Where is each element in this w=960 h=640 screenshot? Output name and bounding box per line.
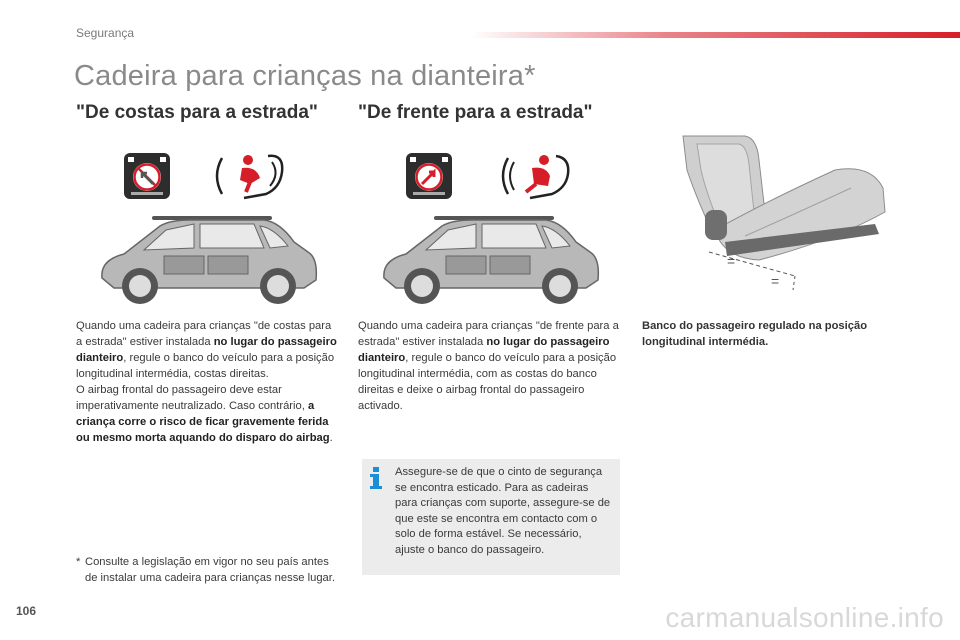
section-label: Segurança	[76, 26, 135, 40]
heading-rear-facing: "De costas para a estrada"	[76, 102, 318, 123]
forward-facing-child-seat-icon	[496, 148, 578, 204]
airbag-warning-sign-icon	[123, 152, 171, 200]
footnote-text: Consulte a legislação em vigor no seu país antes de instalar uma cadeira para crianças nesse lugar.	[85, 556, 335, 584]
header-accent-bar	[470, 32, 960, 38]
rear-facing-child-seat-icon	[210, 148, 292, 204]
footnote	[76, 554, 338, 586]
passenger-seat-illustration	[675, 130, 905, 300]
rear-facing-instructions: Quando uma cadeira para crianças "de costas para a estrada" estiver instalada no lugar do passageiro dianteiro, regule o banco do veículo para a posição longitudinal intermédia, costas direitas. O airbag frontal do passageiro deve estar imperativamente neutralizado. Caso contrário, a criança corre o risco de ficar gravemente ferida ou mesmo morta aquando do disparo do airbag.	[76, 320, 337, 444]
car-side-forward-facing-icon	[376, 208, 606, 313]
car-side-rear-facing-icon	[94, 208, 324, 313]
seat-caption: Banco do passageiro regulado na posição longitudinal intermédia.	[642, 320, 868, 348]
svg-text:=: =	[771, 273, 780, 289]
svg-text:=: =	[727, 253, 736, 269]
info-icon	[370, 467, 382, 489]
info-text: Assegure-se de que o cinto de segurança se encontra esticado. Para as cadeiras para crianças com suporte, assegure-se de que este se encontra em contacto com o solo de forma estável. Se necessário, ajuste o banco do passageiro.	[395, 466, 611, 556]
airbag-active-sign-icon	[405, 152, 453, 200]
footnote-marker: *	[76, 556, 81, 568]
heading-forward-facing: "De frente para a estrada"	[358, 102, 593, 123]
page-title: Cadeira para crianças na dianteira*	[74, 60, 536, 92]
page-number: 106	[16, 604, 37, 618]
info-box	[362, 459, 620, 575]
watermark: carmanualsonline.info	[665, 602, 944, 633]
forward-facing-instructions: Quando uma cadeira para crianças "de frente para a estrada" estiver instalada no lugar do passageiro dianteiro, regule o banco do veículo para a posição longitudinal intermédia, com as costas do banco direitas e deixe o airbag frontal do passageiro activado.	[358, 320, 619, 412]
